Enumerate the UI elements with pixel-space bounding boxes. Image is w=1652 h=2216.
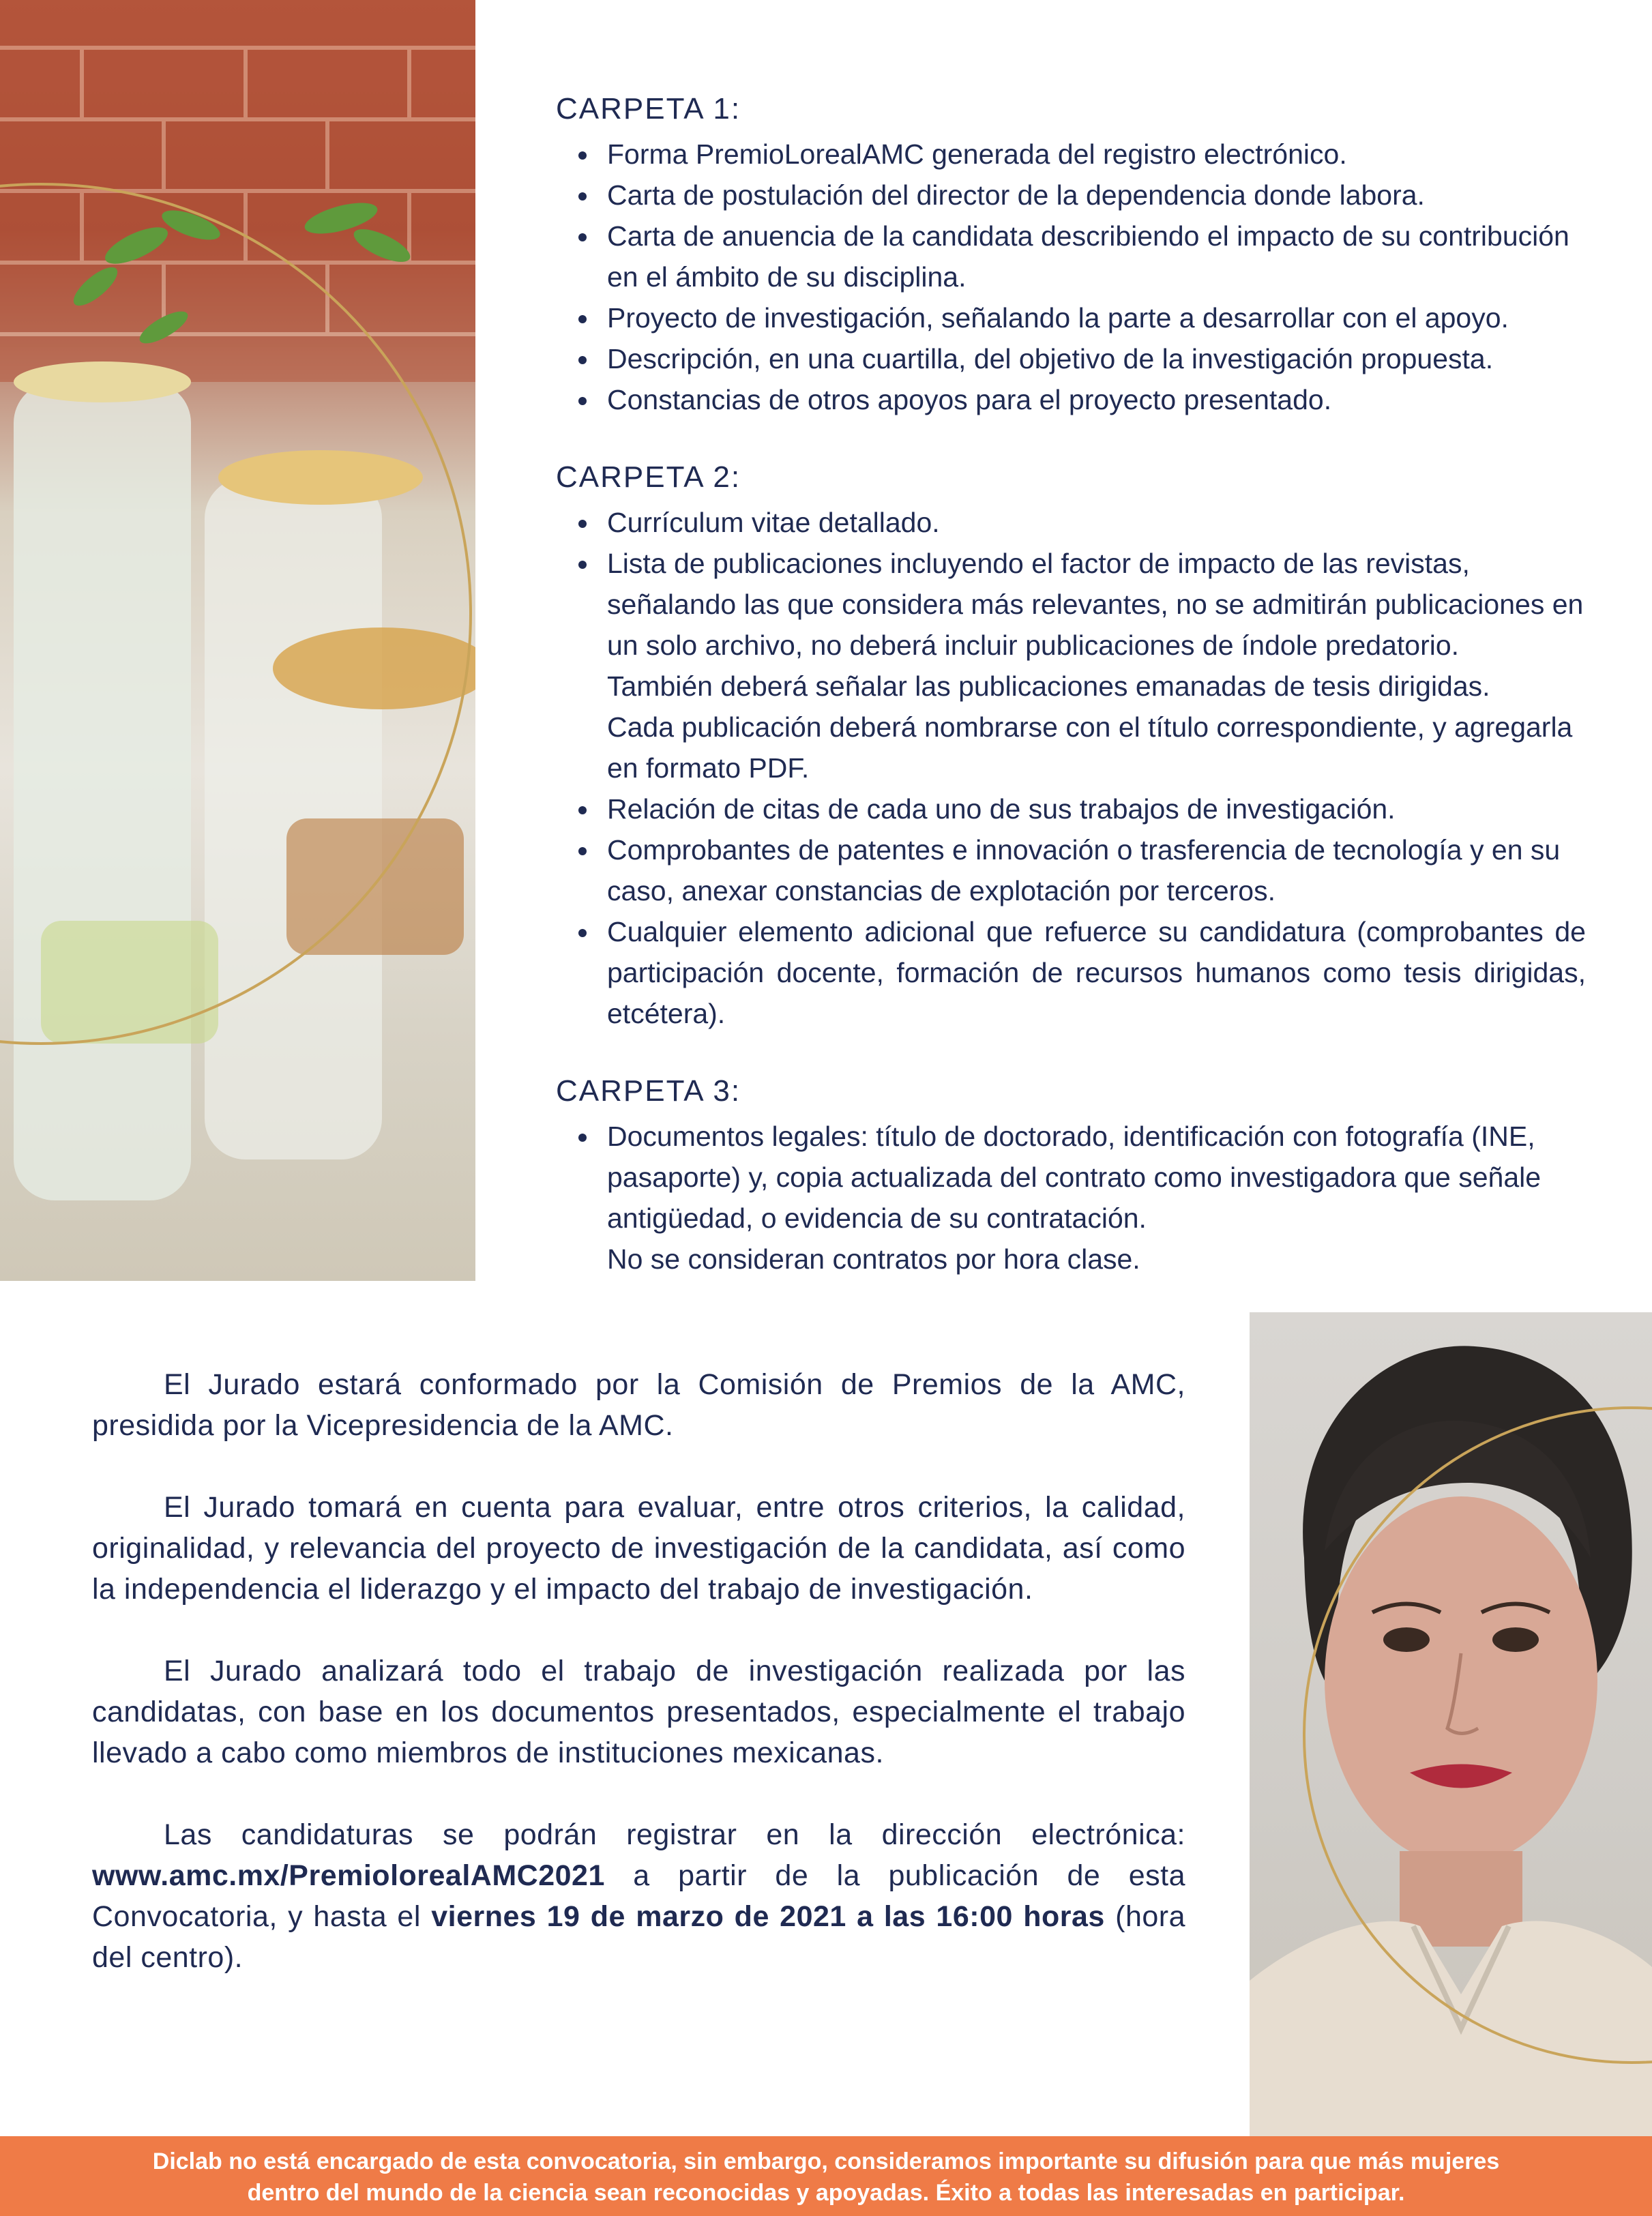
list-item: Proyecto de investigación, señalando la parte a desarrollar con el apoyo. — [607, 297, 1586, 338]
registration-url-link[interactable]: www.amc.mx/PremiolorealAMC2021 — [92, 1859, 605, 1892]
list-item-text: Lista de publicaciones incluyendo el factor de impacto de las revistas, señalando las que considera más relevantes, no se admitirán publicaciones en un solo archivo, no deberá incluir publicaciones de índole predatorio. — [607, 548, 1584, 661]
carpeta-2-title: CARPETA 2: — [556, 460, 741, 494]
list-item — [607, 543, 1586, 788]
carpeta-3 — [556, 1071, 1586, 1280]
registration-intro: Las candidaturas se podrán registrar en la dirección electrónica: — [164, 1818, 1185, 1851]
disclaimer-line-2: dentro del mundo de la ciencia sean reconocidas y apoyadas. Éxito a todas las interesadas en participar. — [247, 2180, 1405, 2206]
disclaimer-banner — [0, 2136, 1652, 2216]
registration-end: (hora del centro). — [92, 1900, 1186, 1974]
portrait-photo — [1250, 1312, 1652, 2136]
lab-plants-photo — [0, 0, 475, 1281]
list-item: Carta de postulación del director de la dependencia donde labora. — [607, 175, 1586, 216]
carpeta-1-title: CARPETA 1: — [556, 92, 741, 125]
carpeta-2 — [556, 457, 1586, 1034]
analysis-paragraph: El Jurado analizará todo el trabajo de investigación realizada por las candidatas, con base en los documentos presentados, especialmente el trabajo llevado a cabo como miembros de instituciones mexicanas. — [92, 1655, 1185, 1769]
list-item: Constancias de otros apoyos para el proyecto presentado. — [607, 379, 1586, 420]
list-item-text: También deberá señalar las publicaciones emanadas de tesis dirigidas. — [607, 670, 1490, 702]
list-item: Forma PremioLorealAMC generada del registro electrónico. — [607, 134, 1586, 175]
list-item: Relación de citas de cada uno de sus trabajos de investigación. — [607, 788, 1586, 829]
list-item: Cualquier elemento adicional que refuerce su candidatura (comprobantes de participación docente, formación de recursos humanos como tesis dirigidas, etcétera). — [607, 911, 1586, 1034]
portrait-illustration — [1250, 1312, 1652, 2136]
convocatoria-body — [92, 1364, 1185, 2019]
list-item-text: Documentos legales: título de doctorado, identificación con fotografía (INE, pasaporte) y, copia actualizada del contrato como investigadora que señale antigüedad, o evidencia de su contratación. — [607, 1121, 1542, 1234]
jury-composition-paragraph: El Jurado estará conformado por la Comisión de Premios de la AMC, presidida por la Vicepresidencia de la AMC. — [92, 1368, 1185, 1442]
lab-plants-illustration — [0, 0, 475, 1281]
list-item: Carta de anuencia de la candidata describiendo el impacto de su contribución en el ámbito de su disciplina. — [607, 216, 1586, 297]
list-item-text: Cada publicación deberá nombrarse con el título correspondiente, y agregarla en formato PDF. — [607, 711, 1573, 784]
carpeta-1 — [556, 89, 1586, 420]
list-item: Currículum vitae detallado. — [607, 502, 1586, 543]
list-item — [607, 1116, 1586, 1280]
carpeta-3-title: CARPETA 3: — [556, 1074, 741, 1108]
list-item-text: No se consideran contratos por hora clase. — [607, 1243, 1140, 1275]
list-item: Descripción, en una cuartilla, del objetivo de la investigación propuesta. — [607, 338, 1586, 379]
requirements-list — [556, 89, 1586, 1316]
evaluation-criteria-paragraph: El Jurado tomará en cuenta para evaluar, entre otros criterios, la calidad, originalidad, y relevancia del proyecto de investigación de la candidata, así como la independencia el liderazgo y el impacto del trabajo de investigación. — [92, 1491, 1185, 1606]
registration-deadline: viernes 19 de marzo de 2021 a las 16:00 horas — [431, 1900, 1105, 1933]
list-item: Comprobantes de patentes e innovación o trasferencia de tecnología y en su caso, anexar constancias de explotación por terceros. — [607, 829, 1586, 911]
registration-paragraph — [92, 1814, 1185, 1978]
registration-mid: a partir de la publicación de esta Convocatoria, y hasta el — [92, 1859, 1185, 1933]
disclaimer-line-1: Diclab no está encargado de esta convocatoria, sin embargo, consideramos importante su difusión para que más mujeres — [152, 2148, 1500, 2174]
